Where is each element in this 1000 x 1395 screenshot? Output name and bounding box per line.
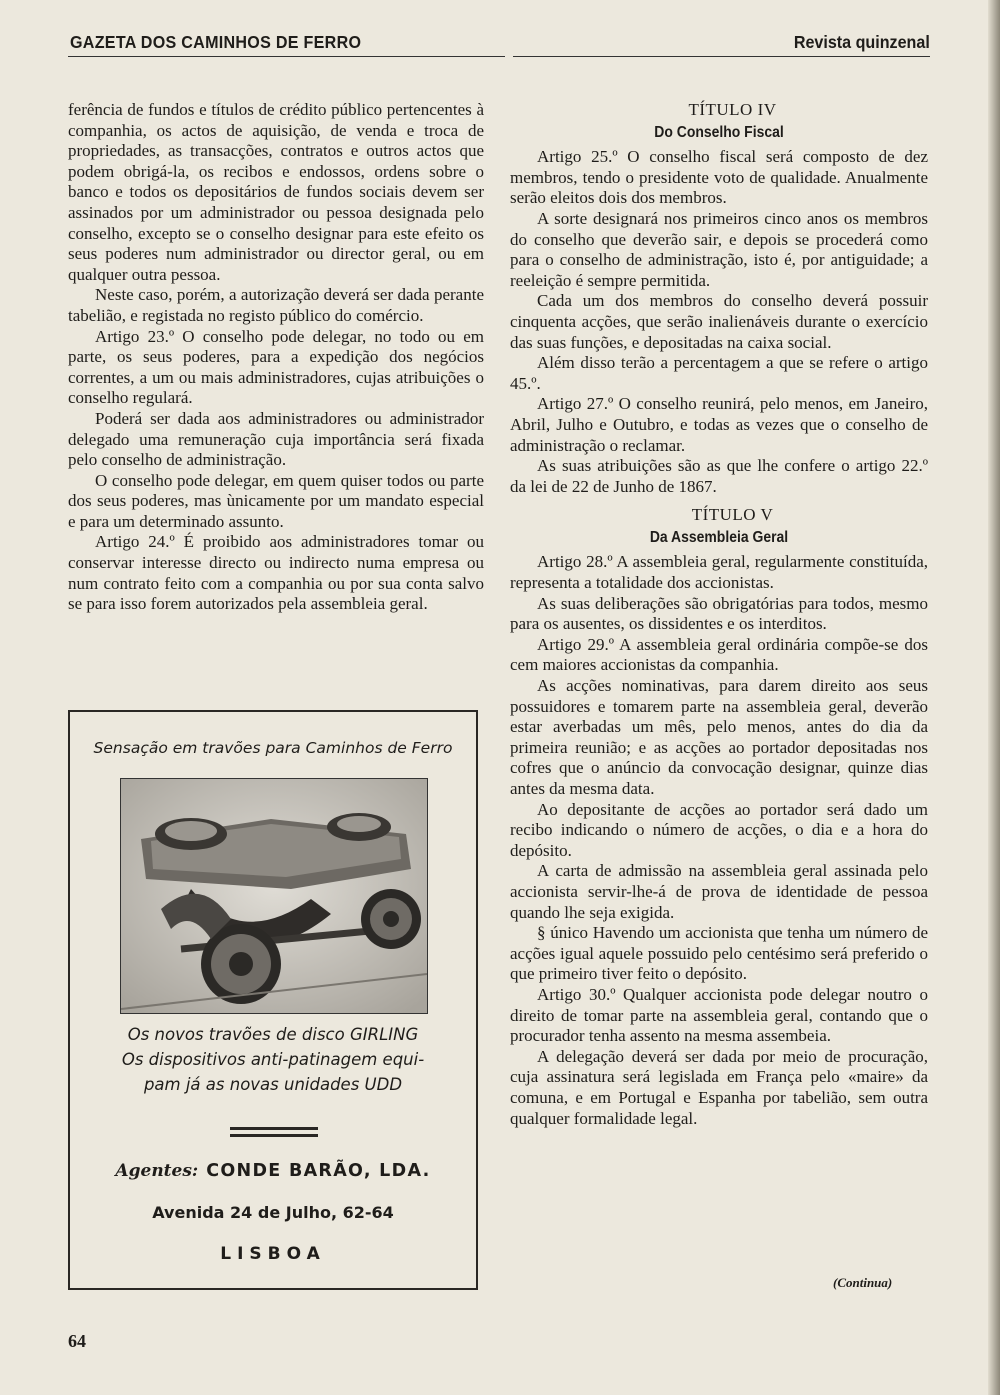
- header-rule-right: [513, 56, 930, 57]
- section-subtitle-iv: Do Conselho Fiscal: [654, 123, 784, 141]
- right-paragraph: Artigo 29.º A assembleia geral ordinária compõe-se dos cem maiores accionistas da companhia.: [510, 634, 928, 675]
- ad-divider: [230, 1127, 318, 1130]
- page-edge-shadow: [988, 0, 1000, 1395]
- section-subtitle-v: Da Assembleia Geral: [649, 528, 789, 546]
- ad-text-line: Os dispositivos anti-patinagem equi-: [121, 1050, 425, 1069]
- continua-note: (Continua): [833, 1275, 893, 1290]
- left-paragraph: O conselho pode delegar, em quem quiser todos ou parte dos seus poderes, mas ùnicamente por um mandato especial e para um determinado assunto.: [68, 470, 484, 531]
- left-column: [68, 100, 484, 615]
- right-paragraph: A carta de admissão na assembleia geral assinada pelo accionista servir-lhe-á de prova de identidade de pessoa quando lhe seja exigida.: [510, 861, 928, 922]
- section-title-iv: TÍTULO IV: [688, 100, 777, 119]
- ad-agents: [70, 1161, 476, 1181]
- ad-text-line: pam já as novas unidades UDD: [143, 1075, 403, 1094]
- left-paragraph: Neste caso, porém, a autorização deverá ser dada perante tabelião, e registada no registo público do comércio.: [68, 285, 484, 325]
- right-paragraph: Artigo 27.º O conselho reunirá, pelo menos, em Janeiro, Abril, Julho e Outubro, e todas as vezes que o conselho de administração o reclamar.: [510, 394, 928, 455]
- header-rule-left: [68, 56, 505, 57]
- ad-text-line: Os novos travões de disco GIRLING: [127, 1025, 419, 1044]
- right-paragraph: As suas deliberações são obrigatórias para todos, mesmo para os ausentes, os dissidentes e os interditos.: [510, 593, 928, 634]
- section-title-v: TÍTULO V: [691, 505, 774, 525]
- right-paragraph: As suas atribuições são as que lhe confere o artigo 22.º da lei de 22 de Junho de 1867.: [510, 456, 928, 496]
- right-paragraph: Artigo 30.º Qualquer accionista pode delegar noutro o direito de tomar parte na assembleia geral, contando que o procurador tenha assento na mesma assembeia.: [510, 984, 928, 1046]
- agents-label: Agentes:: [115, 1161, 199, 1181]
- right-paragraph: Além disso terão a percentagem a que se refere o artigo 45.º.: [510, 353, 928, 393]
- right-column: [510, 100, 928, 1129]
- advertisement-box: [68, 710, 478, 1290]
- page-number: 64: [68, 1331, 86, 1351]
- right-paragraph: A delegação deverá ser dada por meio de procuração, cuja assinatura será legislada em França pelo «maire» da comuna, e em Portugal e Espanha por tabelião, sem outra qualquer formalidade legal.: [510, 1046, 928, 1128]
- journal-subtitle: Revista quinzenal: [793, 32, 930, 52]
- right-paragraph: Ao depositante de acções ao portador será dado um recibo indicando o número de acções, o dia e a hora do depósito.: [510, 799, 928, 860]
- left-paragraph: Poderá ser dada aos administradores ou administrador delegado uma remuneração cuja importância será fixada pelo conselho de administração.: [68, 408, 484, 470]
- left-paragraph: Artigo 23.º O conselho pode delegar, no todo ou em parte, os seus poderes, para a expedição dos negócios correntes, a um ou mais administradores, cujas atribuições o conselho regulará.: [68, 326, 484, 408]
- ad-divider: [230, 1134, 318, 1137]
- right-paragraph: Artigo 25.º O conselho fiscal será composto de dez membros, tendo o presidente voto de qualidade. Anualmente serão eleitos dois dos membros.: [510, 147, 928, 208]
- ad-address: Avenida 24 de Julho, 62-64: [152, 1203, 394, 1222]
- agents-name: CONDE BARÃO, LDA.: [206, 1161, 431, 1181]
- right-paragraph: As acções nominativas, para darem direito aos seus possuidores e tomarem parte na assembleia geral, deverão estar averbadas um mês, pelo menos, antes do dia da primeira reunião; e as acções ao portador depositadas nos cofres que o anúncio da convocação designar, quinze dias antes da mesma data.: [510, 676, 928, 798]
- ad-tagline: Sensação em travões para Caminhos de Ferro: [93, 739, 453, 757]
- left-paragraph: Artigo 24.º É proibido aos administradores tomar ou conservar interesse directo ou indirecto numa empresa ou num contrato feito com a companhia ou por sua conta salvo se para isso forem autorizados pela assembleia geral.: [68, 532, 484, 614]
- right-paragraph: A sorte designará nos primeiros cinco anos os membros do conselho que deverão sair, e depois se procederá como para o conselho de administração, isto é, por antiguidade; a reeleição é sempre permitida.: [510, 208, 928, 290]
- left-paragraph: ferência de fundos e títulos de crédito público pertencentes à companhia, os actos de aquisição, de venda e troca de propriedades, as transacções, contratos e outros actos que podem obrigá-la, os recibos e endossos, ordens sobre o banco e todos os depositários de fundos sociais devem ser assinados por um administrador ou pessoa designada pelo conselho, excepto se o conselho designar para este efeito os seus poderes num administrador ou director geral, ou em qualquer outra pessoa.: [68, 100, 484, 284]
- right-paragraph: Artigo 28.º A assembleia geral, regularmente constituída, representa a totalidade dos accionistas.: [510, 552, 928, 593]
- right-paragraph: § único Havendo um accionista que tenha um número de acções igual aquele possuido pelo centésimo será preferido o que primeiro tiver feito o depósito.: [510, 923, 928, 984]
- journal-title: GAZETA DOS CAMINHOS DE FERRO: [70, 32, 362, 52]
- railway-bogie-photo: [120, 778, 428, 1014]
- right-paragraph: Cada um dos membros do conselho deverá possuir cinquenta acções, que serão inalienáveis durante o exercício das suas funções, e depositadas na caixa social.: [510, 291, 928, 352]
- ad-city: LISBOA: [220, 1244, 326, 1264]
